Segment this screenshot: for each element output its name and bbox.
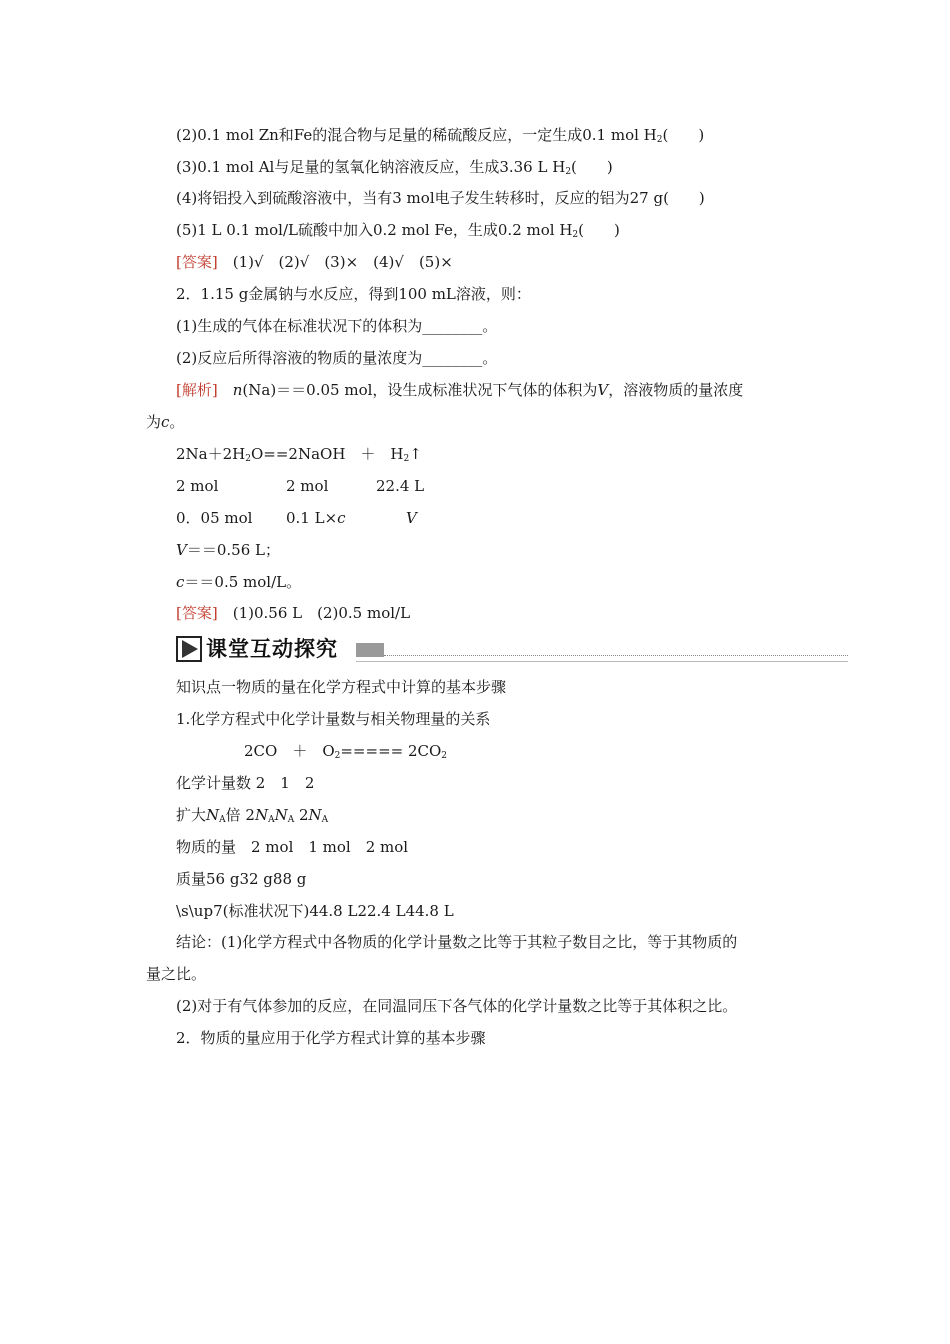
play-arrow-icon [176,636,202,662]
section-title: 课堂互动探究 [206,637,338,661]
question-2-part-1: (1)生成的气体在标准状况下的体积为________。 [176,317,498,335]
analysis-line-1: [解析] n(Na)＝＝0.05 mol，设生成标准状况下气体的体积为V，溶液物质的量浓度 [176,381,744,399]
volume-result: V＝＝0.56 L； [176,541,280,559]
question-item-3: (3)0.1 mol Al与足量的氢氧化钠溶液反应，生成3.36 L $H_2$( ) [176,158,613,177]
question-2-stem: 2．1.15 g金属钠与水反应，得到100 mL溶液，则： [176,285,531,303]
mass-row: 质量56 g32 g88 g [176,870,307,888]
subheading-1: 1.化学方程式中化学计量数与相关物理量的关系 [176,710,491,728]
analysis-tag: [解析] [176,381,218,399]
analysis-line-2: 为c。 [146,413,185,431]
coefficients-row: 化学计量数 2 1 2 [176,774,315,792]
concentration-result: c＝＝0.5 mol/L。 [176,573,302,591]
answer-tag: [答案] [176,253,218,271]
banner-rule [384,655,848,656]
subheading-2: 2．物质的量应用于化学方程式计算的基本步骤 [176,1029,486,1047]
conclusion-1-cont: 量之比。 [146,965,207,983]
volume-row: \s\up7(标准状况下)44.8 L22.4 L44.8 L [176,902,454,920]
answer-2: [答案] (1)0.56 L (2)0.5 mol/L [176,604,411,622]
question-item-5: (5)1 L 0.1 mol/L硫酸中加入0.2 mol Fe，生成0.2 mol $H_2$( ) [176,221,620,240]
banner-decoration [356,643,384,657]
reaction-equation: $2Na+2H_2O==2NaOH$ ＋ $H_2↑$ [176,445,422,464]
amount-row: 物质的量 2 mol 1 mol 2 mol [176,838,409,856]
knowledge-point-heading: 知识点一物质的量在化学方程式中计算的基本步骤 [176,678,507,696]
question-2-part-2: (2)反应后所得溶液的物质的量浓度为________。 [176,349,498,367]
answer-tag: [答案] [176,604,218,622]
ratio-row-1: 2 mol 2 mol 22.4 L [176,477,425,495]
ratio-row-2: 0．05 mol 0.1 L×c V [176,509,417,527]
answer-1: [答案] (1)√ (2)√ (3)× (4)√ (5)× [176,253,453,271]
conclusion-2: (2)对于有气体参加的反应，在同温同压下各气体的化学计量数之比等于其体积之比。 [176,997,738,1015]
multiplied-row: 扩大$N_A$倍 $2N_AN_A$ $2N_A$ [176,806,329,825]
banner-underline [356,661,848,662]
question-item-4: (4)将铝投入到硫酸溶液中，当有3 mol电子发生转移时，反应的铝为27 g( ) [176,189,705,207]
co-equation: 2CO ＋ $O_2===== 2CO_2$ [244,742,448,761]
conclusion-1: 结论：(1)化学方程式中各物质的化学计量数之比等于其粒子数目之比，等于其物质的 [176,933,738,951]
question-item-2: (2)0.1 mol Zn和Fe的混合物与足量的稀硫酸反应，一定生成0.1 mol $H_2$( ) [176,126,705,145]
section-banner [176,634,848,664]
